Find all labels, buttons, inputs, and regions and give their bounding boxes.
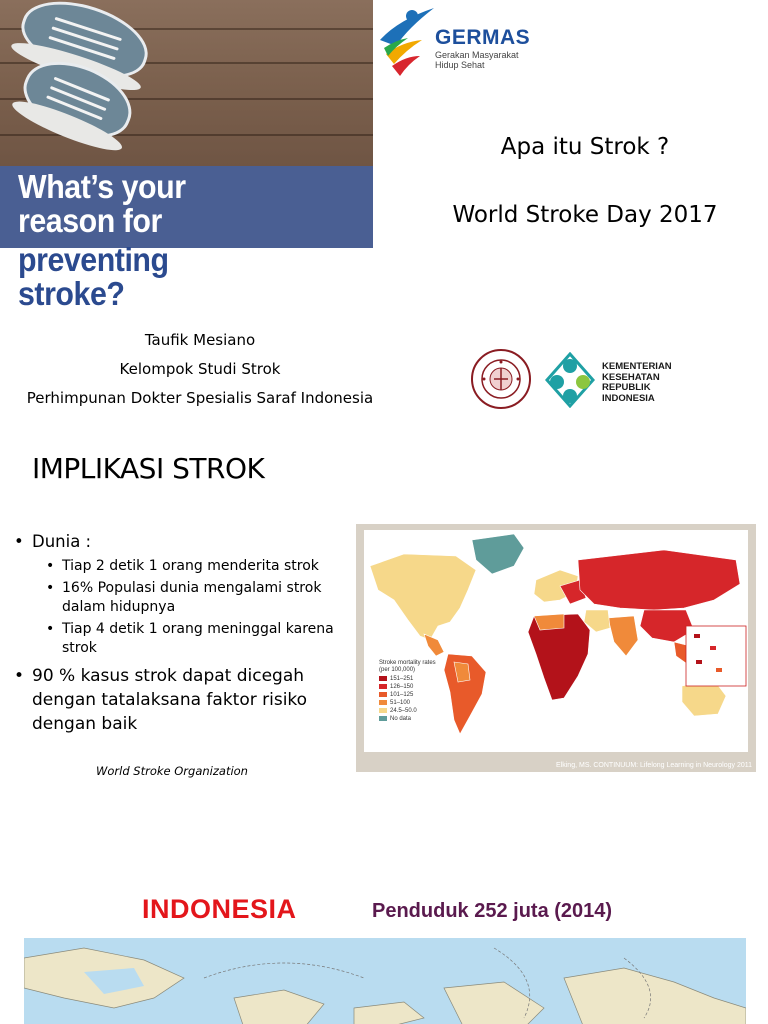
slide-title: IMPLIKASI STROK [32, 452, 265, 485]
hero-line-1: What’s your [18, 168, 186, 205]
legend-item: No data [379, 716, 411, 723]
indonesia-slide [0, 870, 768, 1024]
slide-title: Apa itu Strok ? [500, 134, 670, 160]
sub-bullet: • Tiap 2 detik 1 orang menderita strok [14, 557, 354, 576]
legend-item: 101–125 [379, 692, 413, 699]
legend-item: 126–150 [379, 684, 413, 691]
legend-swatch [379, 708, 387, 713]
map-legend-title: Stroke mortality rates (per 100,000) [379, 660, 436, 673]
slide-subtitle: World Stroke Day 2017 [452, 202, 718, 228]
world-map-image [364, 530, 748, 752]
legend-item: 151–251 [379, 676, 413, 683]
legend-swatch [379, 700, 387, 705]
author-organization: Perhimpunan Dokter Spesialis Saraf Indonesia [26, 389, 374, 407]
indonesia-map-graphic [24, 938, 746, 1024]
author-name: Taufik Mesiano [144, 331, 256, 349]
sub-bullet: • 16% Populasi dunia mengalami strok dalam hidupnya [14, 579, 354, 617]
world-stroke-map [356, 524, 756, 772]
bullet-list [14, 530, 354, 736]
population-label: Penduduk 252 juta (2014) [372, 900, 613, 922]
hero-line-4: stroke? [18, 274, 125, 312]
kemenkes-name: KEMENTERIAN KESEHATAN REPUBLIK INDONESIA [602, 361, 672, 404]
implications-slide [0, 430, 768, 810]
map-credit: Elking, MS. CONTINUUM: Lifelong Learning in Neurology 2011 [556, 762, 752, 769]
sub-bullet: • Tiap 4 detik 1 orang meninggal karena strok [14, 620, 354, 658]
legend-swatch [379, 684, 387, 689]
germas-logo [378, 6, 548, 78]
source-citation: World Stroke Organization [96, 764, 248, 778]
legend-swatch [379, 676, 387, 681]
bullet-prevention: • 90 % kasus strok dapat dicegah dengan tatalaksana faktor risiko dengan baik [14, 664, 354, 736]
germas-title: GERMAS [435, 26, 531, 49]
hero-line-2: reason for [18, 201, 162, 239]
author-group: Kelompok Studi Strok [119, 360, 281, 378]
perdossi-seal-icon [470, 348, 532, 410]
germas-emblem-icon [378, 6, 434, 78]
germas-subtitle: Gerakan Masyarakat Hidup Sehat [435, 50, 519, 70]
legend-swatch [379, 692, 387, 697]
legend-swatch [379, 716, 387, 721]
hero-line-3: preventing [18, 241, 169, 279]
slide-title: INDONESIA [142, 894, 297, 924]
perdossi-logo [470, 348, 532, 410]
title-slide [0, 0, 768, 420]
kemenkes-logo [545, 352, 595, 408]
bullet-world: • Dunia : [14, 530, 354, 554]
legend-item: 24.5–50.0 [379, 708, 417, 715]
kemenkes-emblem-icon [545, 352, 595, 408]
hero-slogan [18, 170, 200, 311]
indonesia-map-image [24, 938, 746, 1024]
legend-item: 51–100 [379, 700, 410, 707]
